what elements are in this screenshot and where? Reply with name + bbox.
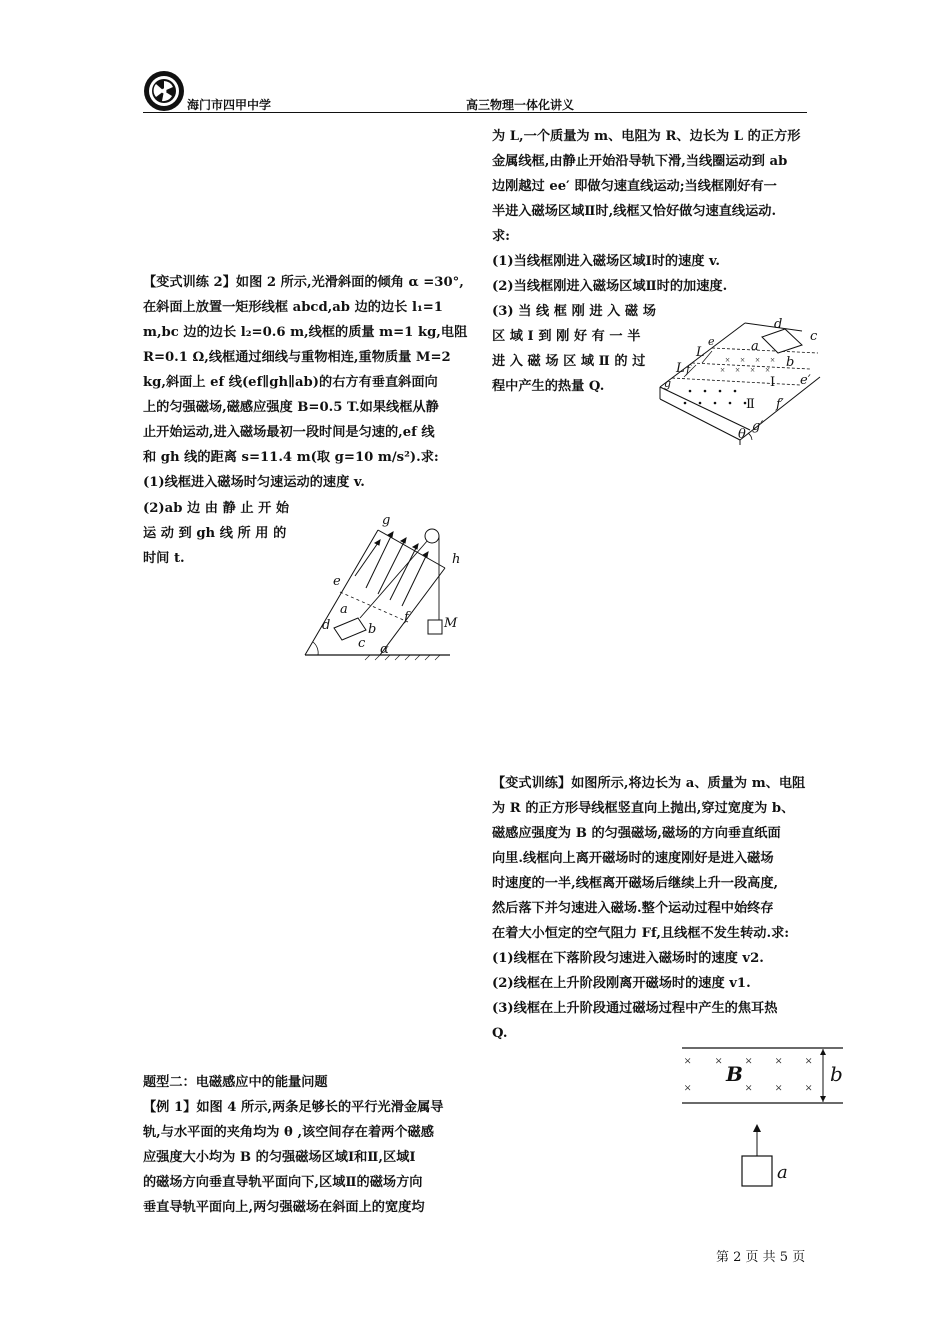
- text-line: 的磁场方向垂直导轨平面向下,区域Ⅱ的磁场方向: [143, 1175, 423, 1190]
- text-line: 轨,与水平面的夹角均为 θ ,该空间存在着两个磁感: [143, 1125, 434, 1140]
- label-alpha: α: [380, 642, 389, 657]
- text-line: 为 R 的正方形导线框竖直向上抛出,穿过宽度为 b、: [492, 801, 795, 816]
- text-line: 时间 t.: [143, 551, 185, 566]
- text-line: 和 gh 线的距离 s=11.4 m(取 g=10 m/s²).求:: [143, 450, 439, 465]
- text-line: 在斜面上放置一矩形线框 abcd,ab 边的边长 l₁=1: [143, 300, 443, 315]
- text-line: (2)当线框刚进入磁场区域Ⅱ时的加速度.: [492, 279, 728, 294]
- svg-text:×: ×: [745, 1053, 753, 1068]
- school-logo: [143, 70, 185, 112]
- text-line: kg,斜面上 ef 线(ef∥gh∥ab)的右方有垂直斜面向: [143, 375, 438, 390]
- figure-rails-two-fields: [650, 315, 830, 445]
- label-a: a: [751, 339, 759, 354]
- course-title: 高三物理一体化讲义: [466, 98, 575, 112]
- text-line: 时速度的一半,线框离开磁场后继续上升一段高度,: [492, 876, 779, 891]
- text-line: R=0.1 Ω,线框通过细线与重物相连,重物质量 M=2: [143, 350, 451, 365]
- label-a: a: [340, 602, 348, 617]
- text-line: 向里.线框向上离开磁场时的速度刚好是进入磁场: [492, 851, 774, 866]
- text-line: 【变式训练】如图所示,将边长为 a、质量为 m、电阻: [492, 776, 806, 791]
- text-line: (3)线框在上升阶段通过磁场过程中产生的焦耳热: [492, 1001, 778, 1016]
- label-d: d: [774, 317, 783, 332]
- label-g: g: [664, 377, 672, 390]
- text-line: 求:: [492, 229, 511, 244]
- logo-emblem-icon: [143, 70, 185, 112]
- text-line: 运 动 到 gh 线 所 用 的: [143, 526, 287, 541]
- label-c: c: [358, 636, 366, 651]
- label-c: c: [810, 329, 818, 344]
- text-line: (2)线框在上升阶段刚离开磁场时的速度 v1.: [492, 976, 751, 991]
- svg-text:×: ×: [805, 1080, 813, 1095]
- text-line: 【例 1】如图 4 所示,两条足够长的平行光滑金属导: [143, 1100, 444, 1115]
- label-f: f: [686, 363, 691, 376]
- text-line: (1)当线框刚进入磁场区域Ⅰ时的速度 v.: [492, 254, 720, 269]
- text-line: m,bc 边的边长 l₂=0.6 m,线框的质量 m=1 kg,电阻: [143, 325, 468, 340]
- label-a: a: [777, 1162, 788, 1183]
- label-L-upper: L: [696, 345, 705, 360]
- figure-incline-pulley: [300, 510, 470, 665]
- page-number: 第 2 页 共 5 页: [716, 1250, 806, 1265]
- text-line: 进 入 磁 场 区 域 Ⅱ 的 过: [492, 354, 646, 369]
- header-rule: [143, 112, 807, 113]
- label-g-prime: g′: [752, 419, 764, 434]
- label-region-I: Ⅰ: [770, 375, 776, 390]
- label-g: g: [382, 513, 391, 528]
- text-line: Q.: [492, 1026, 508, 1041]
- text-line: 程中产生的热量 Q.: [492, 379, 605, 394]
- label-b: b: [830, 1062, 843, 1086]
- label-e: e: [708, 335, 715, 348]
- label-f-prime: f′: [776, 397, 784, 412]
- text-line: 上的匀强磁场,磁感应强度 B=0.5 T.如果线框从静: [143, 400, 439, 415]
- text-line: 区 域 Ⅰ 到 刚 好 有 一 半: [492, 329, 641, 344]
- svg-text:×: ×: [775, 1080, 783, 1095]
- section-title: 题型二：电磁感应中的能量问题: [143, 1075, 328, 1090]
- label-f: f: [404, 610, 409, 625]
- svg-text:×: ×: [725, 355, 731, 365]
- svg-text:×: ×: [805, 1053, 813, 1068]
- text-line: (1)线框进入磁场时匀速运动的速度 v.: [143, 475, 365, 490]
- svg-text:×: ×: [740, 355, 746, 365]
- school-name: 海门市四甲中学: [187, 98, 272, 112]
- text-line: 半进入磁场区域Ⅱ时,线框又恰好做匀速直线运动.: [492, 204, 777, 219]
- svg-text:×: ×: [750, 365, 756, 375]
- label-B: B: [726, 1062, 743, 1086]
- svg-text:×: ×: [720, 365, 726, 375]
- text-line: 磁感应强度为 B 的匀强磁场,磁场的方向垂直纸面: [492, 826, 781, 841]
- text-line: 然后落下并匀速进入磁场.整个运动过程中始终存: [492, 901, 774, 916]
- svg-text:×: ×: [745, 1080, 753, 1095]
- svg-text:×: ×: [775, 1053, 783, 1068]
- text-line: (2)ab 边 由 静 止 开 始: [143, 501, 290, 516]
- text-line: 应强度大小均为 B 的匀强磁场区域Ⅰ和Ⅱ,区域Ⅰ: [143, 1150, 416, 1165]
- text-line: 金属线框,由静止开始沿导轨下滑,当线圈运动到 ab: [492, 154, 788, 169]
- label-b: b: [368, 622, 377, 637]
- text-line: 为 L,一个质量为 m、电阻为 R、边长为 L 的正方形: [492, 129, 801, 144]
- text-line: (1)线框在下落阶段匀速进入磁场时的速度 v2.: [492, 951, 764, 966]
- svg-text:×: ×: [715, 1053, 723, 1068]
- label-e-prime: e′: [800, 373, 811, 388]
- text-line: 垂直导轨平面向上,两匀强磁场在斜面上的宽度均: [143, 1200, 425, 1215]
- label-e: e: [333, 574, 341, 589]
- svg-text:×: ×: [735, 365, 741, 375]
- svg-text:×: ×: [765, 365, 771, 375]
- text-line: 【变式训练 2】如图 2 所示,光滑斜面的倾角 α =30°,: [143, 275, 464, 290]
- svg-text:×: ×: [684, 1053, 692, 1068]
- svg-text:×: ×: [684, 1080, 692, 1095]
- figure-field-strip: [680, 1040, 850, 1190]
- text-line: 在着大小恒定的空气阻力 Ff,且线框不发生转动.求:: [492, 926, 790, 941]
- label-region-II: Ⅱ: [746, 397, 755, 412]
- text-line: 止开始运动,进入磁场最初一段时间是匀速的,ef 线: [143, 425, 435, 440]
- label-h: h: [452, 552, 461, 567]
- svg-text:×: ×: [755, 355, 761, 365]
- text-line: 边刚越过 ee′ 即做匀速直线运动;当线框刚好有一: [492, 179, 777, 194]
- text-line: (3) 当 线 框 刚 进 入 磁 场: [492, 304, 656, 319]
- label-L-lower: L: [676, 361, 685, 376]
- label-d: d: [322, 618, 331, 633]
- label-mass-M: M: [444, 616, 458, 631]
- label-b: b: [786, 355, 795, 370]
- svg-text:×: ×: [770, 355, 776, 365]
- label-theta: θ: [738, 427, 746, 442]
